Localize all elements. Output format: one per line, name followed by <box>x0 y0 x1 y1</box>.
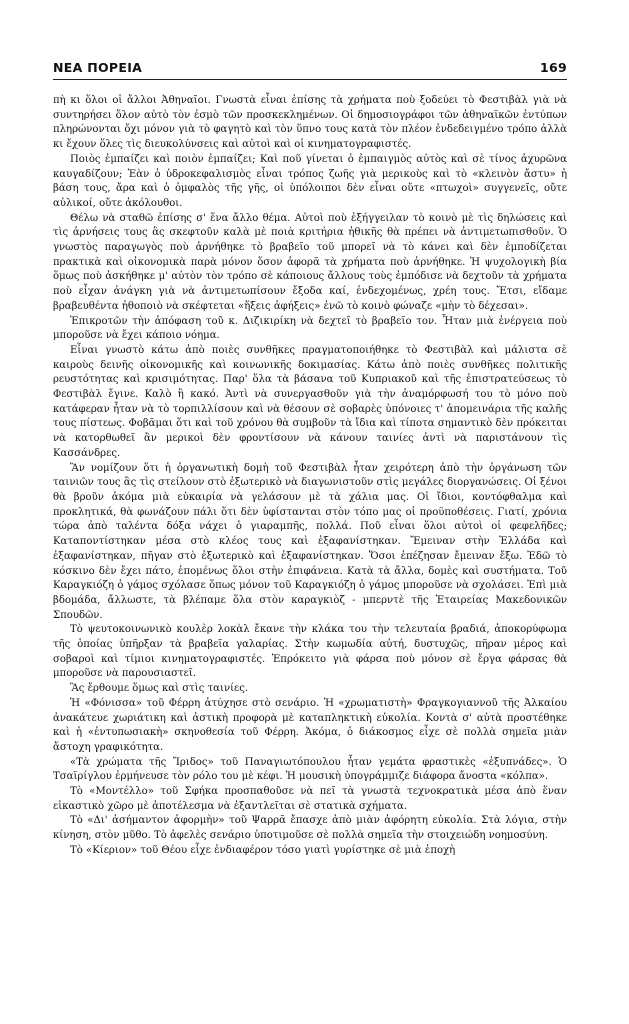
paragraph-3: Θέλω νὰ σταθῶ ἐπίσης σ' ἕνα ἄλλο θέμα. Αὐτοὶ ποὺ ἐξήγγειλαν τὸ κοινὸ μὲ τὶς δηλώσεις καὶ τὶς ἀρνήσεις τους ἂς σκεφτοῦν καλὰ μὲ ποιὰ κριτήρια ἠθικῆς θὰ πρέπει νὰ ἀντιμετωπισθοῦν. Ὁ γνωστὸς παραγωγὸς ποὺ ἀρνήθηκε τὸ βραβεῖο τοῦ μπορεῖ νὰ τὸ κάνει καὶ δὲν ἐμποδίζεται πρακτικὰ καὶ οἰκονομικὰ παρὰ μόνον ὅσον ἀφορᾶ τὰ χρήματα ποὺ ἀρνήθηκε. Ἡ ψυχολογικὴ βία ὅμως ποὺ ἀσκήθηκε μ' αὐτὸν τὸν τρόπο σὲ κάποιους ἄλλους τοὺς ἐμπόδισε νὰ δεχτοῦν τὰ χρήματα ποὺ εἶχαν ἀνάγκη γιὰ νὰ ἀντιμετωπίσουν ἔξοδα καί, ἐνδεχομένως, χρέη τους. Ἔτσι, εἴδαμε βραβευθέντα ἠθοποιὸ νὰ σκέφτεται «ἥξεις ἀφήξεις» ἐνῶ τὸ κοινὸ φώναζε «μὴν τὸ δέχεσαι». <box>53 212 567 312</box>
paragraph-9: Ἡ «Φόνισσα» τοῦ Φέρρη ἀτύχησε στὸ σενάριο. Ἡ «χρωματιστὴ» Φραγκογιαννοῦ τῆς Ἀλκαίου ἀνακάτευε χωριάτικη καὶ ἀστικὴ προφορὰ μὲ καταπληκτικὴ εὐκολία. Κοντὰ σ' αὐτὰ προστέθηκε καὶ ἡ «ἐντυπωσιακὴ» σκηνοθεσία τοῦ Φέρρη. Ἀκόμα, ὁ διάκοσμος εἶχε σὲ πολλὰ σημεῖα μιὰν ἄστοχη γραφικότητα. <box>53 697 567 753</box>
page-number: 169 <box>540 60 567 75</box>
paragraph-7: Τὸ ψευτοκοινωνικὸ κουλὲρ λοκὰλ ἔκανε τὴν κλάκα του τὴν τελευταία βραδιά, ἀποκορύφωμα τῆς ὁποίας ὑπῆρξαν τὰ βραβεῖα γαλαρίας. Στὴν κωμωδία αὐτή, δυστυχῶς, πῆραν μέρος καὶ σοβαροὶ καὶ τίμιοι κινηματογραφιστές. Ἐπρόκειτο γιὰ φάρσα ποὺ μόνον σὲ ἔργα φάρσας θὰ μποροῦσε νὰ παρουσιαστεῖ. <box>53 624 567 680</box>
paragraph-10: «Τὰ χρώματα τῆς Ἴριδος» τοῦ Παναγιωτόπουλου ἦταν γεμάτα φραστικὲς «ἐξυπνάδες». Ὁ Τσαϊρίγλου ἐρμήνευσε τὸν ρόλο του μὲ κέφι. Ἡ μουσικὴ ὑπογράμμιζε διάφορα ἄνοστα «κόλπα». <box>53 756 567 783</box>
paragraph-4: Ἐπικροτῶν τὴν ἀπόφαση τοῦ κ. Διζικιρίκη νὰ δεχτεῖ τὸ βραβεῖο τον. Ἦταν μιὰ ἐνέργεια ποὺ μποροῦσε νὰ ἔχει κάποιο νόημα. <box>53 315 567 342</box>
paragraph-12: Τὸ «Δι' ἀσήμαντον ἀφορμὴν» τοῦ Ψαρρᾶ ἔπασχε ἀπὸ μιὰν ἀφόρητη εὐκολία. Στὰ λόγια, στὴν κίνηση, στὸν μῦθο. Τὸ ἀφελὲς σενάριο ὑποτιμοῦσε σὲ πολλὰ σημεῖα τὴν στοιχειώδη νοημοσύνη. <box>53 815 567 842</box>
paragraph-1: πὴ κι ὅλοι οἱ ἄλλοι Ἀθηναῖοι. Γνωστὰ εἶναι ἐπίσης τὰ χρήματα ποὺ ξοδεύει τὸ Φεστιβὰλ γιὰ νὰ συντηρήσει ὅλον αὐτὸ τὸν ἐσμὸ τῶν προσκεκλημένων. Οἱ δημοσιογράφοι τῶν ἀθηναϊκῶν ἐντύπων πληρώνονται ὄχι μόνον γιὰ τὸ φαγητὸ καὶ τὸν ὕπνο τους κατὰ τὸν πλέον ἐνδεδειγμένο τρόπο ἀλλὰ κι ἔχουν ὅλες τὶς διευκολύνσεις καὶ αὐτοὶ καὶ οἱ κινηματογραφιστές. <box>53 95 567 151</box>
paragraph-2: Ποιὸς ἐμπαίζει καὶ ποιὸν ἐμπαίζει; Καὶ ποῦ γίνεται ὁ ἐμπαιγμὸς αὐτὸς καὶ σὲ τίνος ἀχυρῶνα καυγαδίζουν; Ἐὰν ὁ ὑδροκεφαλισμὸς εἶναι τρόπος ζωῆς γιὰ μερικοὺς καὶ τὸ «κλεινὸν ἄστυ» ἡ βάση τους, ἄρα καὶ ὁ ὀμφαλὸς τῆς γῆς, οἱ ὑπόλοιποι δὲν εἶναι οὔτε «πτωχοὶ» συγγενεῖς, οὔτε αὐλικοί, οὔτε ἀκόλουθοι. <box>53 153 567 209</box>
paragraph-11: Τὸ «Μοντέλλο» τοῦ Σφήκα προσπαθοῦσε νὰ πεῖ τὰ γνωστὰ τεχνοκρατικὰ μέσα ἀπὸ ἕναν εἰκαστικὸ χῶρο μὲ ἀποτέλεσμα νὰ ἐξαντλεῖται σὲ στατικὰ σχήματα. <box>53 786 567 812</box>
running-header <box>53 60 567 79</box>
journal-title: ΝΕΑ ΠΟΡΕΙΑ <box>53 60 143 75</box>
paragraph-13: Τὸ «Κίεριον» τοῦ Θέου εἶχε ἐνδιαφέρον τόσο γιατὶ γυρίστηκε σὲ μιὰ ἐποχὴ <box>70 844 456 856</box>
paragraph-5: Εἶναι γνωστὸ κάτω ἀπὸ ποιὲς συνθῆκες πραγματοποιήθηκε τὸ Φεστιβὰλ καὶ μάλιστα σὲ καιροὺς δεινῆς οἰκονομικῆς καὶ κοινωνικῆς δοκιμασίας. Κάτω ἀπὸ ποιὲς συνθῆκες πολιτικῆς ρευστότητας καὶ κρισιμότητας. Παρ' ὅλα τὰ βάσανα τοῦ Κυπριακοῦ καὶ τῆς ἐπιστρατεύσεως τὸ Φεστιβὰλ ἔγινε. Καλὸ ἢ κακό. Ἀντὶ νὰ συνεργασθοῦν γιὰ τὴν ἀναμόρφωσή του τὸ μόνο ποὺ κατάφεραν ἦταν νὰ τὸ τορπιλλίσουν καὶ νὰ θέσουν σὲ σοβαρὲς ὑπόνοιες τ' ἀπομεινάρια τῆς καλῆς τους πίστεως. Φοβᾶμαι ὅτι καὶ τοῦ χρόνου θὰ συμβοῦν τὰ ἴδια καὶ τίποτα σημαντικὸ δὲν πρόκειται νὰ κατορθωθεῖ ἂν μερικοὶ δὲν φροντίσουν νὰ κάνουν ταινίες ἀντὶ νὰ παριστάνουν τὶς Κασσάνδρες. <box>53 344 567 459</box>
paragraph-6: Ἂν νομίζουν ὅτι ἡ ὀργανωτικὴ δομὴ τοῦ Φεστιβὰλ ἦταν χειρότερη ἀπὸ τὴν ὀργάνωση τῶν ταινιῶν τους ἂς τὶς στείλουν στὸ ἐξωτερικὸ νὰ διαγωνιστοῦν στὶς μεγάλες διοργανώσεις. Οἱ ξένοι θὰ βροῦν ἀκόμα μιὰ εὐκαιρία νὰ γελάσουν μὲ τὰ χάλια μας. Οἱ ἴδιοι, κοντόφθαλμα καὶ προκλητικά, θὰ φωνάζουν πάλι ὅτι δὲν ὑφίστανται στὸν τόπο μας οἱ προϋποθέσεις. Γιατί, χρόνια τώρα ἀπὸ ταλέντα δόξα νάχει ὁ γιαραμπῆς, πολλά. Ποῦ εἶναι ὅλοι αὐτοὶ οἱ φεφελῆδες; Καταποντίστηκαν μέσα στὸ κλέος τους καὶ ἐξαφανίστηκαν. Ἔμειναν στὴν Ἑλλάδα καὶ ἐξαφανίστηκαν, πῆγαν στὸ ἐξωτερικὸ καὶ ἐξαφανίστηκαν. Ὅσοι ἐπέζησαν ἔμειναν ἔξω. Ἐδῶ τὸ κόσκινο δὲν ἔχει πάτο, ἑπομένως ὅλοι στὴν ἐπιφάνεια. Κατὰ τὰ ἄλλα, δομὲς καὶ συστήματα. Τοῦ Καραγκιόζη ὁ γάμος σχόλασε ὅπως μόνον τοῦ Καραγκιόζη ὁ γάμος μποροῦσε νὰ σχολάσει. Ἐπὶ μιὰ βδομάδα, ἄλλωστε, τὰ βλέπαμε ὅλα στὸν καραγκιὸζ - μπερντὲ τῆς Ἑταιρείας Μακεδονικῶν Σπουδῶν. <box>53 462 567 621</box>
paragraph-8: Ἂς ἔρθουμε ὅμως καὶ στὶς ταινίες. <box>70 683 249 695</box>
page <box>53 60 567 859</box>
article-body <box>53 94 567 859</box>
header-rule <box>53 79 567 80</box>
